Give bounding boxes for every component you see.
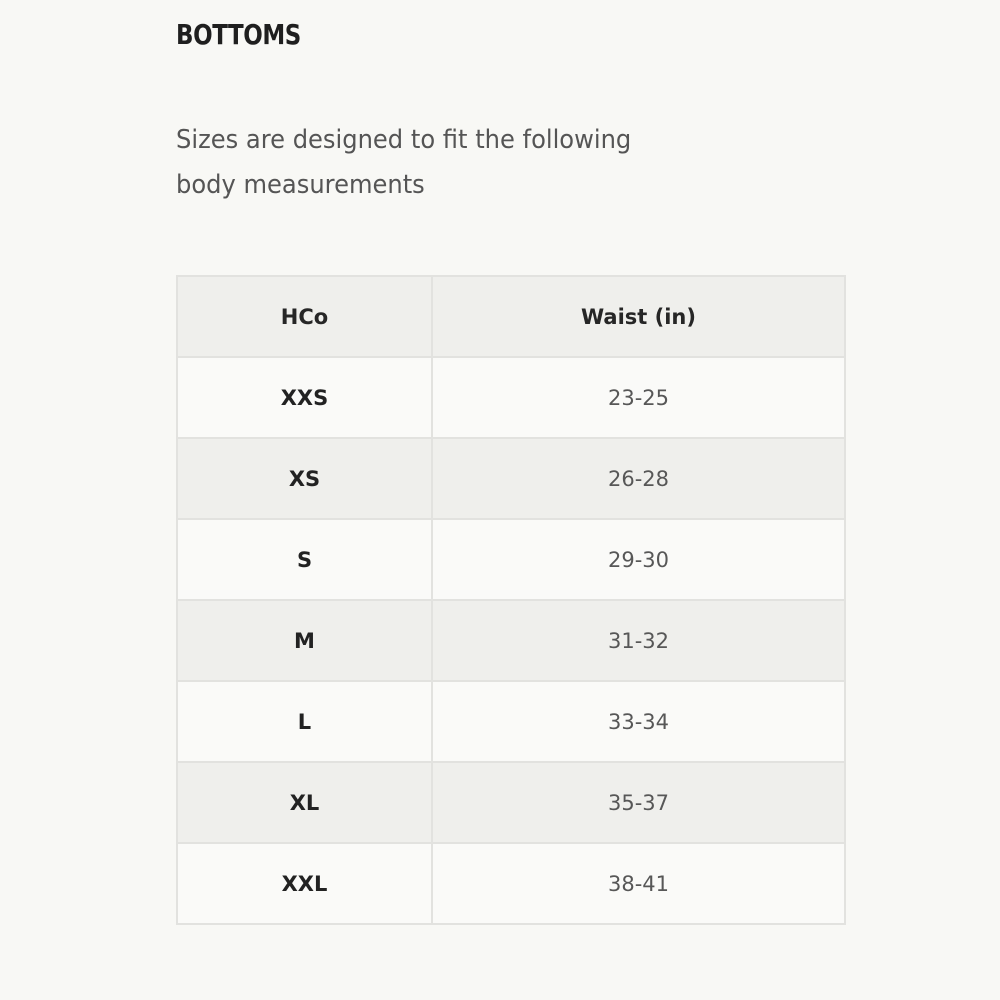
table-header-row	[177, 276, 845, 357]
table-body	[177, 357, 845, 924]
waist-cell: 29-30	[432, 519, 845, 600]
waist-cell: 23-25	[432, 357, 845, 438]
waist-cell: 33-34	[432, 681, 845, 762]
size-cell: S	[177, 519, 432, 600]
size-cell: XXS	[177, 357, 432, 438]
table-row	[177, 600, 845, 681]
table-row	[177, 357, 845, 438]
intro-text: Sizes are designed to fit the following body measurements	[176, 125, 632, 200]
size-cell: XXL	[177, 843, 432, 924]
section-title: BOTTOMS	[176, 18, 301, 51]
table-row	[177, 681, 845, 762]
size-cell: XL	[177, 762, 432, 843]
waist-cell: 35-37	[432, 762, 845, 843]
table-header	[177, 276, 845, 357]
waist-cell: 38-41	[432, 843, 845, 924]
header-size: HCo	[177, 276, 432, 357]
waist-cell: 26-28	[432, 438, 845, 519]
size-cell: M	[177, 600, 432, 681]
header-waist: Waist (in)	[432, 276, 845, 357]
table-row	[177, 762, 845, 843]
table-row	[177, 843, 845, 924]
size-cell: XS	[177, 438, 432, 519]
waist-cell: 31-32	[432, 600, 845, 681]
size-cell: L	[177, 681, 432, 762]
size-chart-table	[176, 275, 846, 925]
table-row	[177, 438, 845, 519]
table-row	[177, 519, 845, 600]
